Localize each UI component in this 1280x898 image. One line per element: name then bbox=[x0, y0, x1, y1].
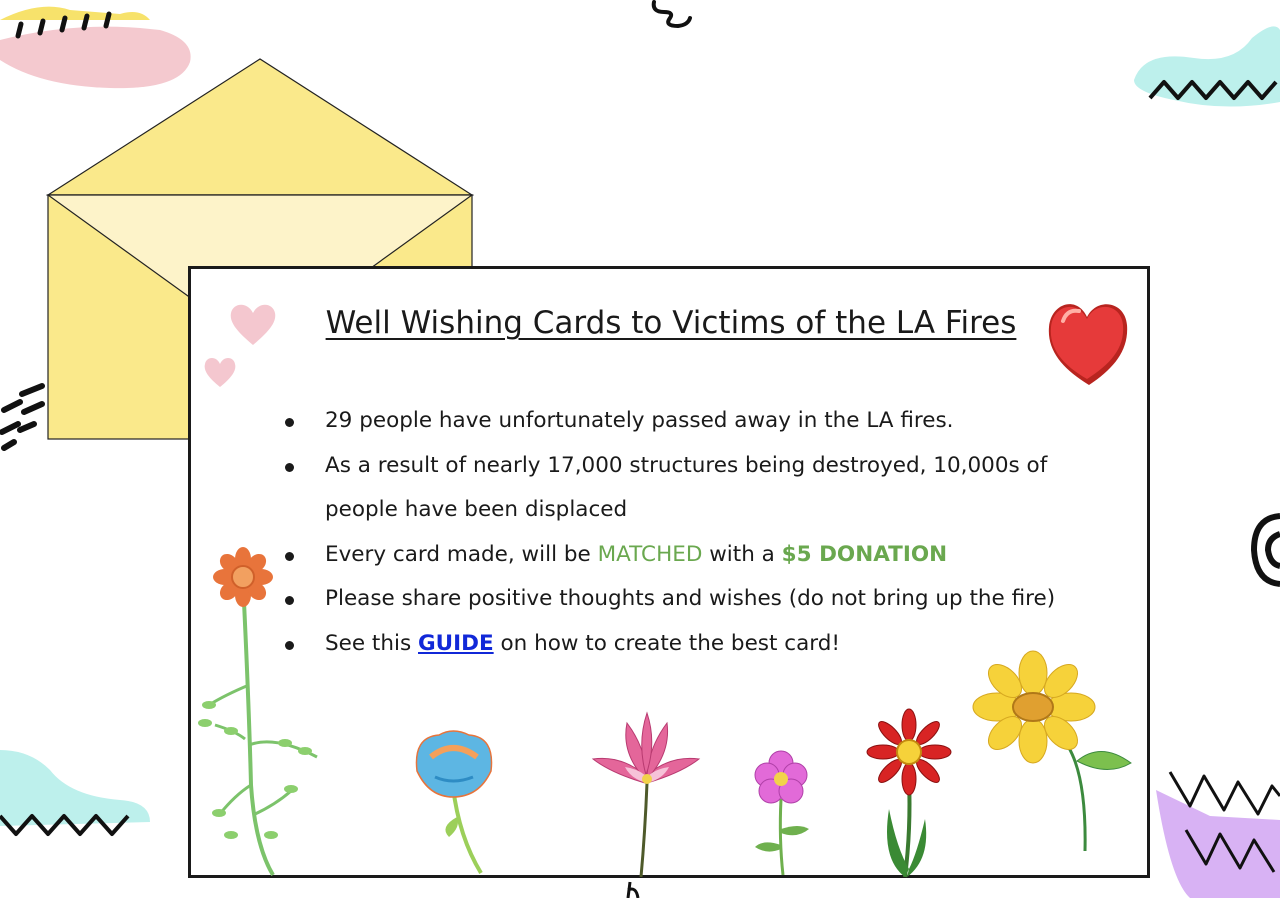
decor-bottom-right-zigzag bbox=[1150, 760, 1280, 898]
decor-right-spiral bbox=[1250, 510, 1280, 590]
decor-bottom-mark bbox=[620, 880, 650, 898]
match-middle: with a bbox=[702, 541, 782, 567]
list-item-guide bbox=[277, 622, 1087, 667]
blue-flower-icon bbox=[409, 727, 499, 877]
lotus-flower-icon bbox=[591, 713, 701, 879]
red-flower-icon bbox=[861, 709, 957, 879]
orange-flower-icon bbox=[195, 545, 325, 877]
list-item: 29 people have unfortunately passed away in the LA fires. bbox=[277, 399, 1087, 444]
decor-top-right-zigzag bbox=[1134, 20, 1280, 110]
list-item: Please share positive thoughts and wishes (do not bring up the fire) bbox=[277, 577, 1087, 622]
pink-heart-icon bbox=[229, 301, 277, 349]
guide-prefix: See this bbox=[325, 630, 419, 656]
pink-heart-icon bbox=[203, 355, 237, 389]
decor-left-dashes bbox=[0, 378, 52, 450]
pink-flower-icon bbox=[749, 749, 813, 879]
well-wishing-card bbox=[188, 266, 1150, 878]
list-item-match bbox=[277, 533, 1087, 578]
facts-list bbox=[277, 399, 1087, 666]
red-heart-icon bbox=[1045, 295, 1131, 387]
guide-link[interactable]: GUIDE bbox=[418, 630, 494, 656]
card-title: Well Wishing Cards to Victims of the LA Fires bbox=[325, 305, 1017, 341]
decor-bottom-left-zigzag bbox=[0, 740, 160, 840]
match-prefix: Every card made, will be bbox=[325, 541, 598, 567]
decor-top-swirl bbox=[648, 0, 698, 32]
guide-suffix: on how to create the best card! bbox=[493, 630, 840, 656]
donation-amount: $5 DONATION bbox=[781, 541, 948, 567]
yellow-flower-icon bbox=[967, 651, 1133, 857]
matched-text: MATCHED bbox=[597, 541, 703, 567]
list-item: As a result of nearly 17,000 structures being destroyed, 10,000s of people have been displaced bbox=[277, 444, 1087, 533]
